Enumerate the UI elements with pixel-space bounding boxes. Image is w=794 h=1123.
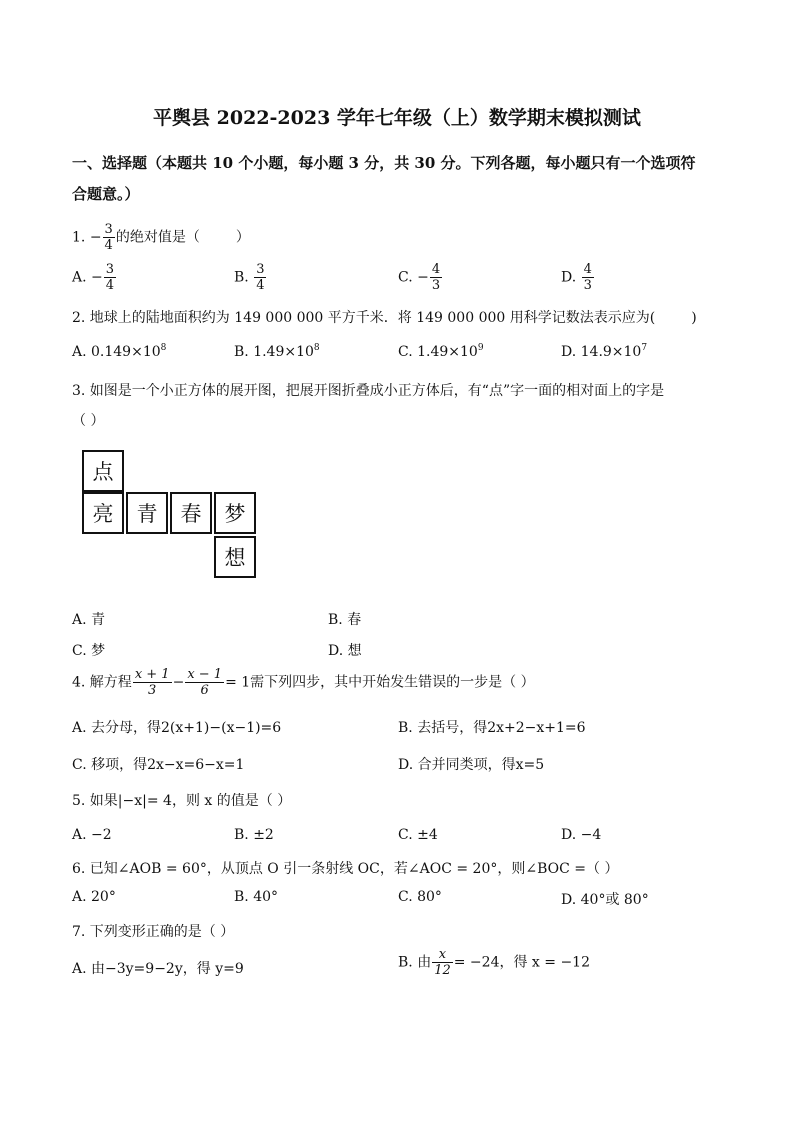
q4-f1-denominator: 3 bbox=[148, 683, 157, 698]
q2-close: ) bbox=[691, 310, 697, 326]
q3-option-b: B. 春 bbox=[328, 612, 362, 628]
q4-prefix: 4. 解方程 bbox=[72, 674, 132, 691]
option-label: B. bbox=[234, 269, 249, 286]
page-title: 平舆县 2022-2023 学年七年级（上）数学期末模拟测试 bbox=[153, 107, 641, 129]
q4-minus: − bbox=[172, 674, 185, 691]
q1-text: 的绝对值是（ bbox=[115, 229, 200, 246]
q1-option-c bbox=[398, 262, 443, 293]
q2-text: 2. 地球上的陆地面积约为 149 000 000 平方千米．将 149 000 000 用科学记数法表示应为( bbox=[72, 310, 656, 326]
net-cell-qing: 青 bbox=[126, 492, 168, 534]
q1-option-d bbox=[561, 262, 595, 293]
q5-option-c: C. ±4 bbox=[398, 827, 438, 843]
net-cell-dian: 点 bbox=[82, 450, 124, 492]
net-cell-chun: 春 bbox=[170, 492, 212, 534]
option-denominator: 4 bbox=[256, 278, 265, 293]
q7-b-denominator: 12 bbox=[434, 963, 451, 978]
q6-option-c: C. 80° bbox=[398, 889, 442, 905]
q3-option-a: A. 青 bbox=[72, 612, 106, 628]
option-sign: − bbox=[91, 269, 103, 286]
q7-b-fraction bbox=[432, 947, 453, 978]
option-label: A. bbox=[72, 269, 87, 286]
question-6: 6. 已知∠AOB = 60°，从顶点 O 引一条射线 OC，若∠AOC = 20°，则∠BOC =（ ） bbox=[72, 861, 619, 877]
q6-option-b: B. 40° bbox=[234, 889, 279, 905]
q1-numerator: 3 bbox=[104, 222, 113, 237]
q7-option-b bbox=[398, 947, 590, 978]
option-sign: − bbox=[417, 269, 429, 286]
question-1 bbox=[72, 222, 250, 253]
option-fraction bbox=[582, 262, 594, 293]
q1-denominator: 4 bbox=[104, 238, 113, 253]
q3-option-d: D. 想 bbox=[328, 643, 362, 659]
q1-sign: − bbox=[89, 229, 102, 246]
option-label: C. 1.49×10 bbox=[398, 344, 478, 360]
option-exponent: 8 bbox=[160, 343, 167, 353]
q1-close: ） bbox=[235, 229, 250, 246]
option-fraction bbox=[254, 262, 266, 293]
section-heading-cont: 合题意。） bbox=[72, 185, 140, 203]
q5-option-d: D. −4 bbox=[561, 827, 602, 843]
q7-option-a: A. 由−3y=9−2y，得 y=9 bbox=[72, 961, 244, 977]
option-numerator: 4 bbox=[583, 262, 592, 277]
q4-option-d: D. 合并同类项，得x=5 bbox=[398, 757, 545, 773]
option-label: B. 1.49×10 bbox=[234, 344, 314, 360]
q2-option-a bbox=[72, 343, 166, 360]
q4-option-b: B. 去括号，得2x+2−x+1=6 bbox=[398, 720, 586, 736]
q1-option-b bbox=[234, 262, 267, 293]
option-exponent: 7 bbox=[641, 343, 648, 353]
option-numerator: 3 bbox=[105, 262, 115, 277]
q4-f2-numerator: x − 1 bbox=[187, 667, 223, 682]
option-prefix: B. 由 bbox=[398, 954, 432, 971]
q5-option-b: B. ±2 bbox=[234, 827, 274, 843]
q2-option-c bbox=[398, 343, 484, 360]
option-denominator: 3 bbox=[583, 278, 592, 293]
q6-option-d: D. 40°或 80° bbox=[561, 892, 649, 908]
option-exponent: 8 bbox=[313, 343, 320, 353]
option-label: C. bbox=[398, 269, 413, 286]
option-fraction bbox=[430, 262, 442, 293]
q4-f1-numerator: x + 1 bbox=[134, 667, 170, 682]
q2-option-d bbox=[561, 343, 647, 360]
option-numerator: 3 bbox=[256, 262, 265, 277]
net-cell-liang: 亮 bbox=[82, 492, 124, 534]
net-cell-meng: 梦 bbox=[214, 492, 256, 534]
question-3: 3. 如图是一个小正方体的展开图，把展开图折叠成小正方体后，有“点”字一面的相对面上的字是 bbox=[72, 383, 665, 399]
q3-paren: （ ） bbox=[72, 413, 105, 429]
q3-option-c: C. 梦 bbox=[72, 643, 106, 659]
q1-number: 1. bbox=[72, 229, 86, 246]
q4-fraction-2 bbox=[185, 667, 224, 698]
option-fraction bbox=[104, 262, 116, 293]
cube-net bbox=[82, 450, 262, 585]
section-heading: 一、选择题（本题共 10 个小题，每小题 3 分，共 30 分。下列各题，每小题只有一个选项符 bbox=[72, 154, 696, 172]
net-cell-xiang: 想 bbox=[214, 536, 256, 578]
q1-fraction bbox=[103, 222, 115, 253]
option-exponent: 9 bbox=[477, 343, 484, 353]
q7-b-numerator: x bbox=[432, 947, 453, 963]
option-denominator: 3 bbox=[431, 278, 441, 293]
question-4 bbox=[72, 667, 535, 698]
q6-option-a: A. 20° bbox=[72, 889, 116, 905]
q2-option-b bbox=[234, 343, 320, 360]
question-7: 7. 下列变形正确的是（ ） bbox=[72, 924, 235, 940]
q4-option-c: C. 移项，得2x−x=6−x=1 bbox=[72, 757, 245, 773]
q5-option-a: A. −2 bbox=[72, 827, 112, 843]
q4-f2-denominator: 6 bbox=[200, 683, 209, 698]
option-denominator: 4 bbox=[105, 278, 115, 293]
option-suffix: = −24，得 x = −12 bbox=[453, 954, 590, 971]
option-label: A. 0.149×10 bbox=[72, 344, 161, 360]
q1-option-a bbox=[72, 262, 117, 293]
option-numerator: 4 bbox=[431, 262, 441, 277]
q4-text: = 1需下列四步，其中开始发生错误的一步是（ ） bbox=[225, 674, 535, 691]
option-label: D. bbox=[561, 269, 577, 286]
question-5: 5. 如果|−x|= 4，则 x 的值是（ ） bbox=[72, 793, 292, 809]
q4-fraction-1 bbox=[133, 667, 172, 698]
q4-option-a: A. 去分母，得2(x+1)−(x−1)=6 bbox=[72, 720, 282, 736]
option-label: D. 14.9×10 bbox=[561, 344, 642, 360]
question-2 bbox=[72, 307, 697, 327]
